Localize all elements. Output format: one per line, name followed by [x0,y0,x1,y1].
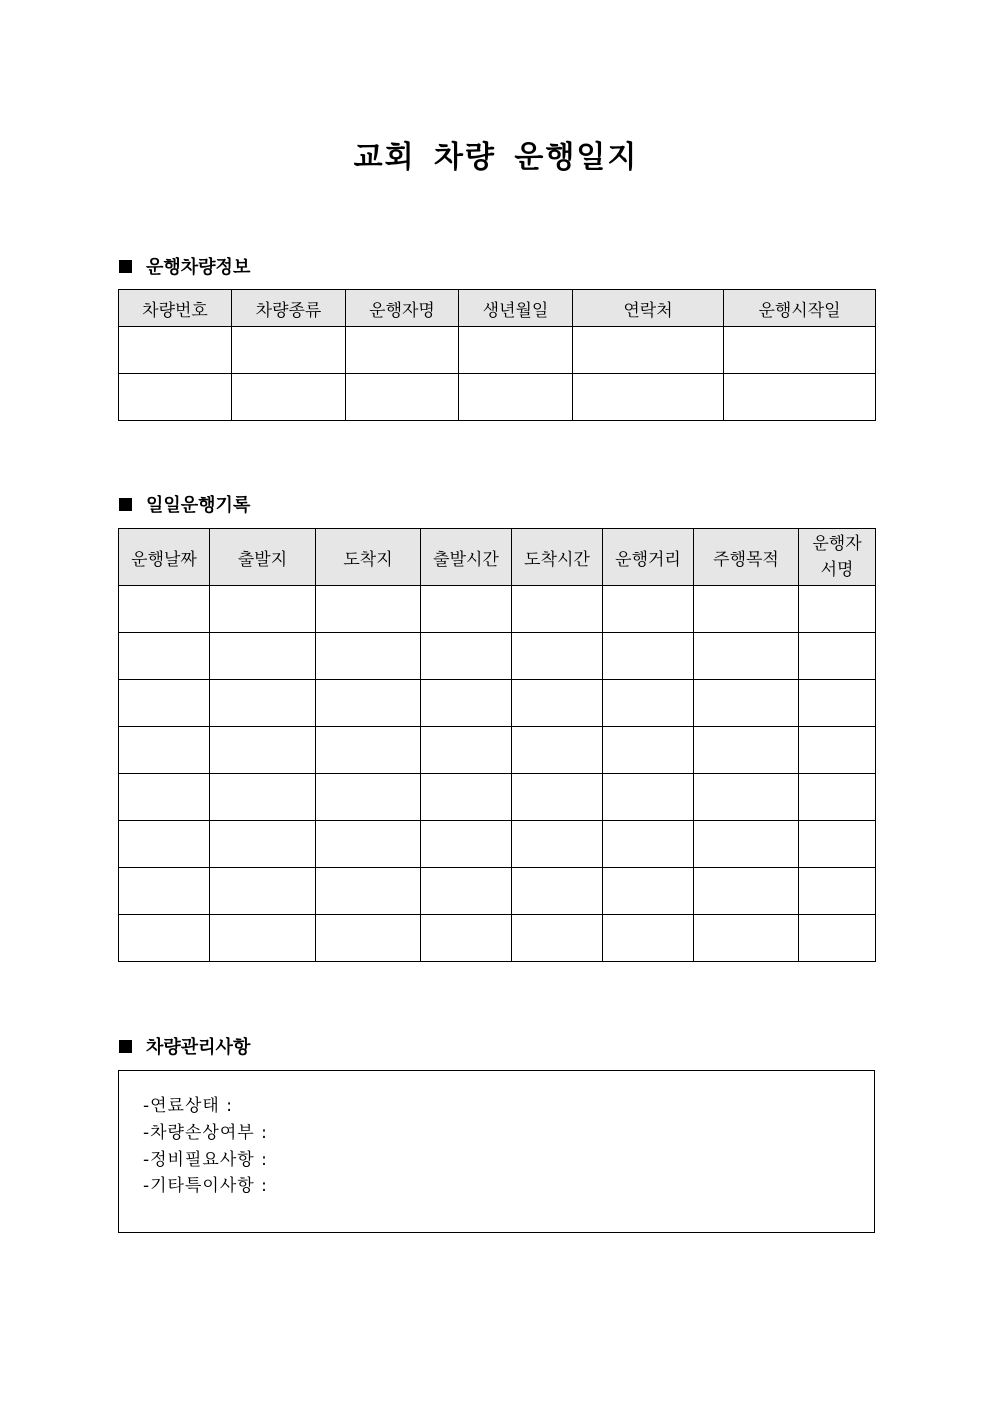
table-row [119,633,876,680]
table-cell[interactable] [421,868,512,915]
table-cell[interactable] [119,774,210,821]
table-cell[interactable] [119,327,232,374]
table-cell[interactable] [694,821,799,868]
section-heading-management [119,1033,250,1059]
table-cell[interactable] [119,821,210,868]
column-header: 생년월일 [459,290,573,327]
table-cell[interactable] [603,821,694,868]
column-header-line: 운행자 [812,534,862,554]
table-cell[interactable] [603,633,694,680]
column-header: 주행목적 [694,529,799,586]
table-cell[interactable] [316,633,421,680]
table-cell[interactable] [799,680,876,727]
note-maintenance-needed[interactable]: -정비필요사항 : [143,1150,268,1170]
table-cell[interactable] [512,774,603,821]
table-cell[interactable] [512,680,603,727]
table-cell[interactable] [421,774,512,821]
table-cell[interactable] [512,727,603,774]
table-cell[interactable] [316,727,421,774]
table-cell[interactable] [210,774,316,821]
table-row [119,774,876,821]
table-cell[interactable] [694,680,799,727]
daily-log-table [118,528,876,962]
note-vehicle-damage[interactable]: -차량손상여부 : [143,1123,268,1143]
table-cell[interactable] [119,727,210,774]
table-cell[interactable] [603,915,694,962]
table-row [119,727,876,774]
table-cell[interactable] [512,868,603,915]
table-cell[interactable] [119,633,210,680]
table-row [119,327,876,374]
table-cell[interactable] [799,586,876,633]
table-cell[interactable] [210,586,316,633]
table-cell[interactable] [119,915,210,962]
table-cell[interactable] [512,633,603,680]
note-fuel-status[interactable]: -연료상태 : [143,1096,233,1116]
table-row [119,680,876,727]
vehicle-info-table [118,289,876,421]
table-cell[interactable] [119,868,210,915]
table-cell[interactable] [694,774,799,821]
column-header: 운행시작일 [724,290,876,327]
table-cell[interactable] [694,633,799,680]
table-cell[interactable] [346,374,459,421]
table-cell[interactable] [512,586,603,633]
table-cell[interactable] [210,633,316,680]
table-cell[interactable] [421,915,512,962]
table-cell[interactable] [694,915,799,962]
table-row [119,821,876,868]
column-header-line: 서명 [820,560,854,580]
table-cell[interactable] [799,868,876,915]
table-cell[interactable] [210,680,316,727]
table-cell[interactable] [603,868,694,915]
table-cell[interactable] [421,680,512,727]
column-header: 운행날짜 [119,529,210,586]
table-cell[interactable] [603,727,694,774]
table-cell[interactable] [603,680,694,727]
table-cell[interactable] [119,374,232,421]
table-header-row [119,529,876,586]
column-header: 운행자명 [346,290,459,327]
table-cell[interactable] [694,586,799,633]
table-cell[interactable] [573,327,724,374]
table-cell[interactable] [799,774,876,821]
section-heading-label: 일일운행기록 [146,495,251,516]
table-cell[interactable] [603,586,694,633]
table-row [119,586,876,633]
table-cell[interactable] [421,821,512,868]
table-cell[interactable] [799,821,876,868]
table-cell[interactable] [799,633,876,680]
table-cell[interactable] [724,327,876,374]
table-cell[interactable] [421,633,512,680]
table-cell[interactable] [459,374,573,421]
table-cell[interactable] [232,327,346,374]
table-row [119,915,876,962]
column-header-signature [799,529,876,586]
table-cell[interactable] [573,374,724,421]
column-header: 연락처 [573,290,724,327]
table-cell[interactable] [210,821,316,868]
column-header: 출발시간 [421,529,512,586]
table-cell[interactable] [421,586,512,633]
column-header: 차량번호 [119,290,232,327]
section-heading-label: 차량관리사항 [146,1037,251,1058]
page-title: 교회 차량 운행일지 [353,140,639,175]
table-cell[interactable] [232,374,346,421]
table-cell[interactable] [512,821,603,868]
table-cell[interactable] [119,586,210,633]
table-cell[interactable] [799,727,876,774]
square-bullet-icon [119,1040,132,1053]
table-cell[interactable] [210,727,316,774]
column-header: 도착시간 [512,529,603,586]
column-header: 출발지 [210,529,316,586]
table-cell[interactable] [210,915,316,962]
section-heading-label: 운행차량정보 [146,257,251,278]
table-cell[interactable] [346,327,459,374]
table-row [119,374,876,421]
table-cell[interactable] [316,586,421,633]
column-header: 운행거리 [603,529,694,586]
table-cell[interactable] [724,374,876,421]
column-header: 도착지 [316,529,421,586]
management-notes-box [118,1070,875,1233]
table-cell[interactable] [210,868,316,915]
square-bullet-icon [119,260,132,273]
table-cell[interactable] [316,915,421,962]
table-cell[interactable] [316,868,421,915]
table-cell[interactable] [316,774,421,821]
table-cell[interactable] [421,727,512,774]
section-heading-vehicle-info [119,253,250,279]
table-cell[interactable] [512,915,603,962]
table-cell[interactable] [459,327,573,374]
table-cell[interactable] [119,680,210,727]
table-row [119,868,876,915]
section-heading-daily-log [119,491,250,517]
table-cell[interactable] [316,680,421,727]
note-other-remarks[interactable]: -기타특이사항 : [143,1176,268,1196]
square-bullet-icon [119,498,132,511]
table-header-row [119,290,876,327]
table-cell[interactable] [694,727,799,774]
table-cell[interactable] [694,868,799,915]
table-cell[interactable] [799,915,876,962]
column-header: 차량종류 [232,290,346,327]
table-cell[interactable] [316,821,421,868]
table-cell[interactable] [603,774,694,821]
